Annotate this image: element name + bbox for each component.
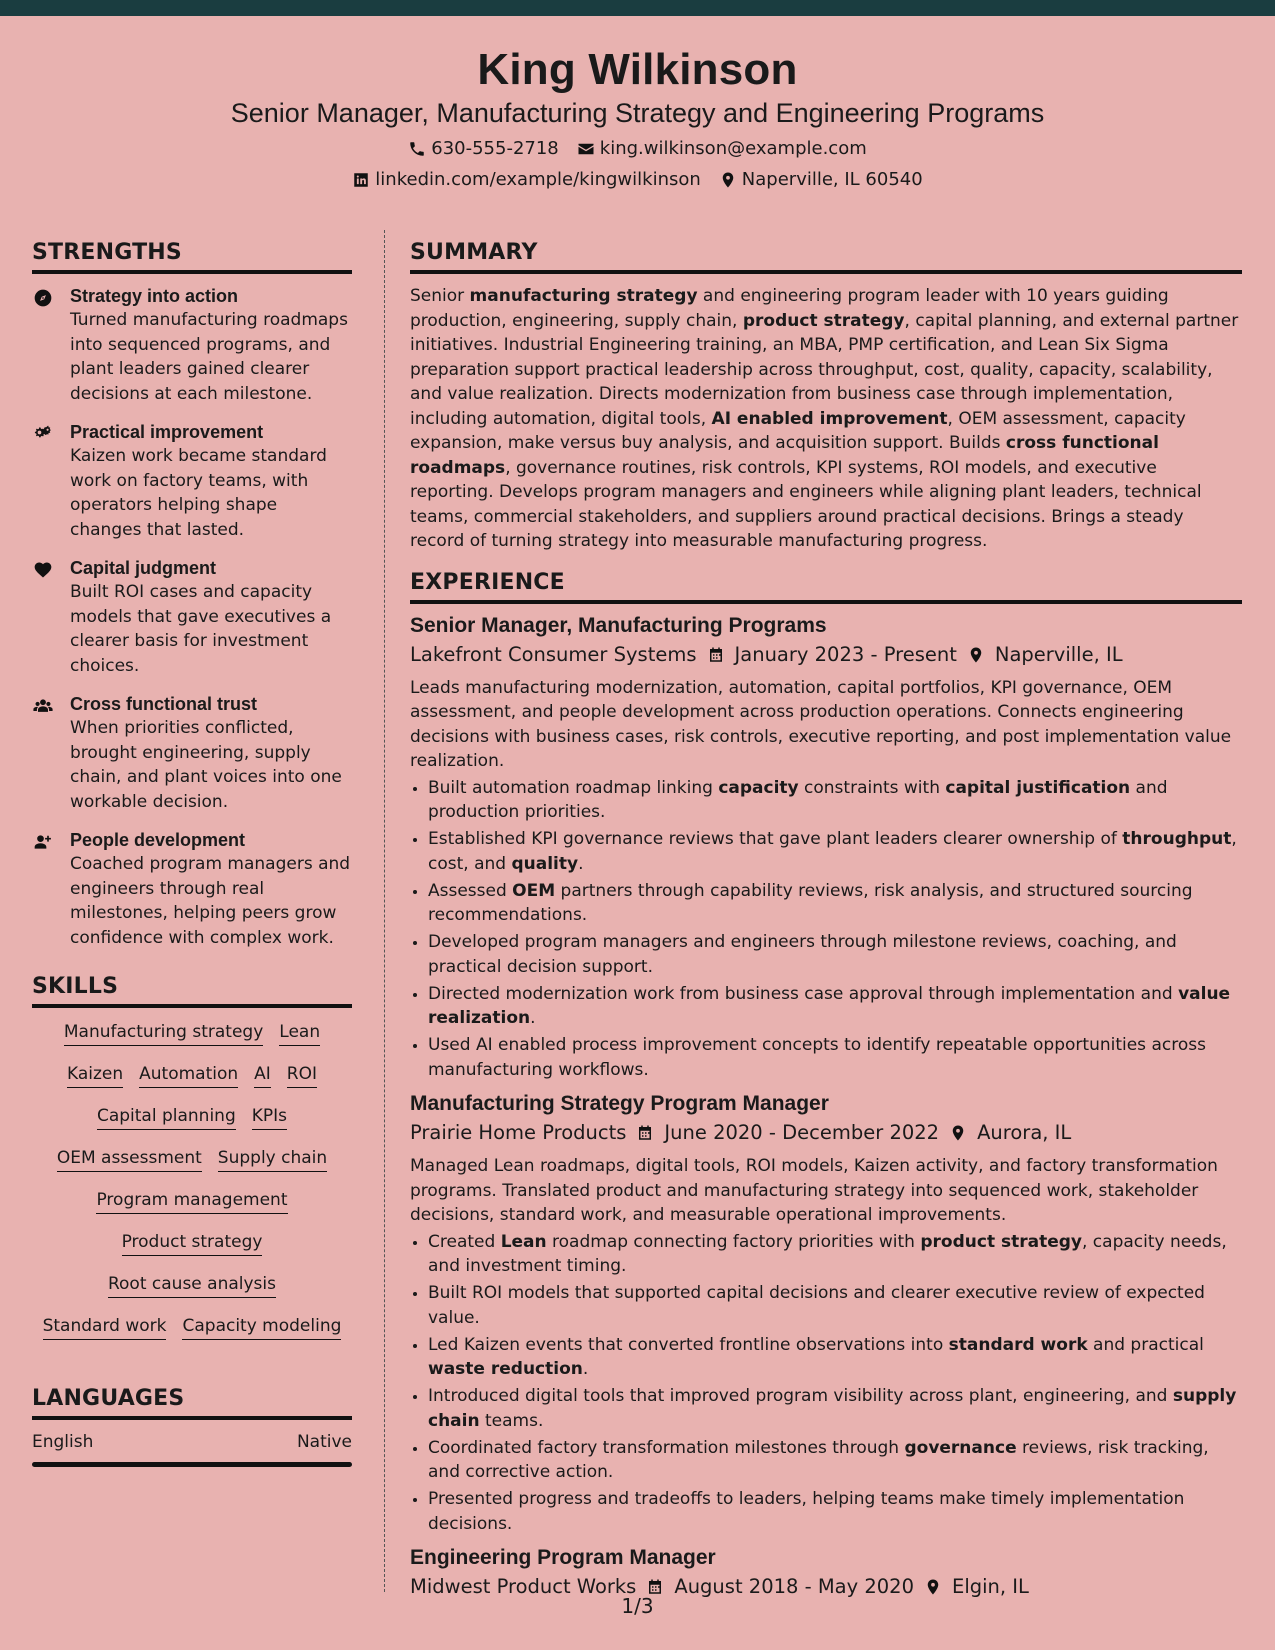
job-title: Engineering Program Manager <box>410 1546 716 1569</box>
job-description: Managed Lean roadmaps, digital tools, ROI models, Kaizen activity, and factory transformation programs. Translated product and manufacturing strategy into sequenced work, stakeholder decisions, standard work, and measurable operational improvements. <box>410 1156 1218 1225</box>
job-bullet: • Developed program managers and engineers through milestone reviews, coaching, and practical decision support. <box>428 930 1242 979</box>
strengths-heading: STRENGTHS <box>32 240 352 274</box>
job-bullet: • Established KPI governance reviews that gave plant leaders clearer ownership of throughput, cost, and quality. <box>428 827 1242 876</box>
left-column <box>32 240 352 1467</box>
skill-row <box>32 1230 352 1256</box>
job-entry <box>410 1090 1242 1536</box>
job-bullet: • Built ROI models that supported capital decisions and clearer executive review of expected value. <box>428 1281 1242 1330</box>
job-description: Leads manufacturing modernization, automation, capital portfolios, KPI governance, OEM assessment, and people development across production operations. Connects engineering decisions with business cases, risk controls, executive reporting, and post implementation value realization. <box>410 677 1232 771</box>
skill-tag: ROI <box>287 1062 317 1088</box>
compass-icon <box>32 288 54 308</box>
phone-text: 630-555-2718 <box>431 138 559 159</box>
right-column <box>410 240 1242 1608</box>
map-pin-icon <box>949 1124 967 1142</box>
job-bullets <box>410 776 1242 1083</box>
language-item <box>32 1430 352 1467</box>
job-bullet: • Led Kaizen events that converted frontline observations into standard work and practical waste reduction. <box>428 1333 1242 1382</box>
phone-item <box>408 137 559 161</box>
strength-item <box>32 556 352 678</box>
strength-item <box>32 284 352 406</box>
strength-item <box>32 692 352 814</box>
contact-row-1 <box>0 137 1275 161</box>
skill-row <box>32 1314 352 1340</box>
job-dates: August 2018 - May 2020 <box>674 1575 914 1598</box>
strength-desc: Kaizen work became standard work on factory teams, with operators helping shape changes that lasted. <box>70 446 327 540</box>
strengths-list <box>32 284 352 950</box>
job-meta <box>410 1118 1242 1148</box>
map-pin-icon <box>967 646 985 664</box>
strength-body <box>70 556 352 678</box>
skill-tag: Automation <box>139 1062 238 1088</box>
users-icon <box>32 696 54 716</box>
skill-row <box>32 1020 352 1046</box>
job-bullet: • Coordinated factory transformation milestones through governance reviews, risk tracking, and corrective action. <box>428 1436 1242 1485</box>
job-dates: January 2023 - Present <box>734 642 957 666</box>
language-level: Native <box>296 1432 352 1452</box>
job-company: Lakefront Consumer Systems <box>410 642 697 666</box>
skill-row <box>32 1272 352 1298</box>
job-bullets <box>410 1230 1242 1537</box>
strength-body <box>70 420 352 542</box>
job-location: Elgin, IL <box>952 1575 1029 1598</box>
candidate-name: King Wilkinson <box>477 45 798 94</box>
language-row <box>32 1430 352 1454</box>
calendar-icon <box>636 1124 654 1142</box>
job-entry <box>410 612 1242 1083</box>
strength-title: Cross functional trust <box>70 694 258 714</box>
linkedin-icon <box>352 171 370 189</box>
jobs-list <box>410 612 1242 1603</box>
email-text[interactable]: king.wilkinson@example.com <box>599 138 867 159</box>
skill-row <box>32 1104 352 1130</box>
strength-body <box>70 692 352 814</box>
location-text: Naperville, IL 60540 <box>741 169 923 190</box>
skill-tag: Supply chain <box>218 1146 327 1172</box>
strength-body <box>70 828 352 950</box>
strength-icon-wrap <box>32 556 58 678</box>
skill-tag: Product strategy <box>122 1230 263 1256</box>
calendar-icon <box>707 646 725 664</box>
skill-tag: Capacity modeling <box>182 1314 341 1340</box>
page-number: 1/3 <box>621 1594 654 1618</box>
job-title: Manufacturing Strategy Program Manager <box>410 1092 829 1115</box>
skill-row <box>32 1146 352 1172</box>
job-bullet: • Used AI enabled process improvement concepts to identify repeatable opportunities across manufacturing workflows. <box>428 1033 1242 1082</box>
strength-icon-wrap <box>32 420 58 542</box>
user-plus-icon <box>32 832 54 852</box>
skill-tag: Capital planning <box>97 1104 236 1130</box>
strength-title: Capital judgment <box>70 558 217 578</box>
job-dates: June 2020 - December 2022 <box>664 1121 940 1144</box>
job-bullet: • Created Lean roadmap connecting factory priorities with product strategy, capacity needs, and investment timing. <box>428 1230 1242 1279</box>
linkedin-item[interactable] <box>352 168 701 192</box>
skill-row <box>32 1188 352 1214</box>
strength-icon-wrap <box>32 828 58 950</box>
strength-desc: When priorities conflicted, brought engineering, supply chain, and plant voices into one workable decision. <box>70 718 342 812</box>
skill-tag: AI <box>254 1062 271 1088</box>
linkedin-text[interactable]: linkedin.com/example/kingwilkinson <box>375 169 701 190</box>
skill-tag: Program management <box>96 1188 287 1214</box>
skill-tag: Root cause analysis <box>108 1272 276 1298</box>
job-location: Naperville, IL <box>994 642 1123 666</box>
strength-icon-wrap <box>32 284 58 406</box>
candidate-title: Senior Manager, Manufacturing Strategy and Engineering Programs <box>230 98 1045 128</box>
skill-tag: Lean <box>279 1020 320 1046</box>
contact-row-2 <box>0 168 1275 192</box>
column-divider <box>384 230 385 1592</box>
skill-row <box>32 1062 352 1088</box>
map-pin-icon <box>719 171 737 189</box>
language-level-bar <box>32 1462 352 1467</box>
job-bullet: • Assessed OEM partners through capability reviews, risk analysis, and structured sourcing recommendations. <box>428 879 1242 928</box>
skill-tag: OEM assessment <box>57 1146 202 1172</box>
job-title: Senior Manager, Manufacturing Programs <box>410 613 827 637</box>
envelope-icon <box>577 140 595 158</box>
job-bullet: • Introduced digital tools that improved program visibility across plant, engineering, and supply chain teams. <box>428 1384 1242 1433</box>
language-name: English <box>32 1432 94 1452</box>
job-bullet: • Directed modernization work from business case approval through implementation and value realization. <box>428 982 1242 1031</box>
strength-desc: Built ROI cases and capacity models that gave executives a clearer basis for investment choices. <box>70 582 332 676</box>
strength-item <box>32 828 352 950</box>
skill-tag: Manufacturing strategy <box>64 1020 263 1046</box>
strength-body <box>70 284 352 406</box>
top-accent-bar <box>0 0 1275 16</box>
job-location: Aurora, IL <box>977 1121 1072 1144</box>
strength-title: Practical improvement <box>70 422 264 442</box>
job-company: Prairie Home Products <box>410 1121 627 1144</box>
skill-tag: Kaizen <box>67 1062 123 1088</box>
heart-icon <box>32 560 54 580</box>
job-company: Midwest Product Works <box>410 1575 637 1598</box>
strength-icon-wrap <box>32 692 58 814</box>
skills-heading: SKILLS <box>32 974 352 1008</box>
gears-icon <box>32 424 54 444</box>
job-meta <box>410 640 1242 670</box>
email-item[interactable] <box>577 137 867 161</box>
summary-text: Senior manufacturing strategy and engineering program leader with 10 years guiding production, engineering, supply chain, product strategy, capital planning, and external partner initiatives. Industrial Engineering training, an MBA, PMP certification, and Lean Six Sigma preparation support practical leadership across throughput, cost, quality, capacity, scalability, and value realization. Directs modernization from business case through implementation, including automation, digital tools, AI enabled improvement, OEM assessment, capacity expansion, make versus buy analysis, and acquisition support. Builds cross functional roadmaps, governance routines, risk controls, KPI systems, ROI models, and executive reporting. Develops program managers and engineers while aligning plant leaders, technical teams, commercial stakeholders, and suppliers around practical decisions. Brings a steady record of turning strategy into measurable manufacturing progress. <box>410 286 1239 551</box>
experience-heading: EXPERIENCE <box>410 570 1242 604</box>
strength-desc: Coached program managers and engineers through real milestones, helping peers grow confidence with complex work. <box>70 854 351 948</box>
skill-tag: KPIs <box>252 1104 287 1130</box>
job-bullet: • Built automation roadmap linking capacity constraints with capital justification and production priorities. <box>428 776 1242 825</box>
location-item <box>719 168 923 192</box>
skills-list <box>32 1018 352 1340</box>
strength-title: Strategy into action <box>70 286 239 306</box>
languages-heading: LANGUAGES <box>32 1386 352 1420</box>
job-bullet: • Presented progress and tradeoffs to leaders, helping teams make timely implementation decisions. <box>428 1487 1242 1536</box>
phone-icon <box>408 140 426 158</box>
skill-tag: Standard work <box>43 1314 167 1340</box>
strength-item <box>32 420 352 542</box>
resume-header <box>0 16 1275 206</box>
languages-list <box>32 1430 352 1467</box>
strength-title: People development <box>70 830 246 850</box>
strength-desc: Turned manufacturing roadmaps into sequenced programs, and plant leaders gained clearer decisions at each milestone. <box>70 310 348 404</box>
summary-heading: SUMMARY <box>410 240 1242 274</box>
